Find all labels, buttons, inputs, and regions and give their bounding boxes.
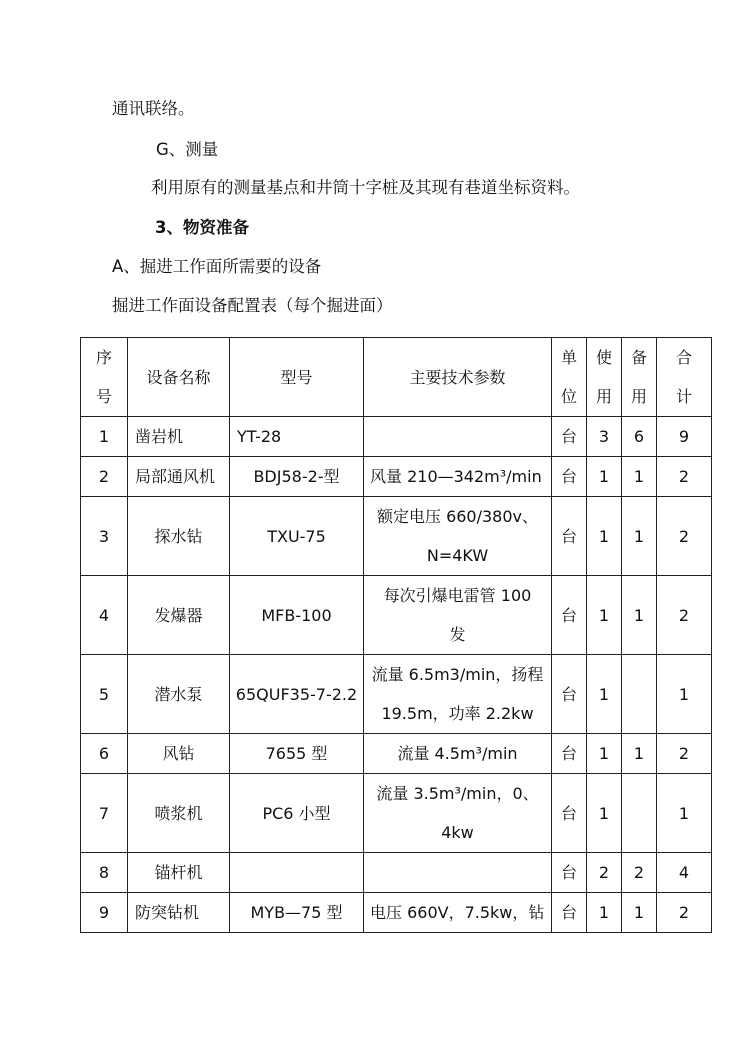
cell-total: 2 bbox=[657, 457, 712, 497]
cell-spare: 1 bbox=[622, 893, 657, 933]
cell-params: 电压 660V，7.5kw，钻 bbox=[364, 893, 552, 933]
paragraph-text: 利用原有的测量基点和井筒十字桩及其现有巷道坐标资料。 bbox=[151, 178, 580, 197]
header-model: 型号 bbox=[230, 338, 364, 417]
cell-params bbox=[364, 417, 552, 457]
header-name: 设备名称 bbox=[128, 338, 230, 417]
cell-params bbox=[364, 853, 552, 893]
cell-spare: 1 bbox=[622, 457, 657, 497]
cell-model: 65QUF35-7-2.2 bbox=[230, 655, 364, 734]
cell-unit: 台 bbox=[552, 655, 587, 734]
cell-params: 流量 4.5m³/min bbox=[364, 734, 552, 774]
cell-total: 2 bbox=[657, 576, 712, 655]
cell-seq: 2 bbox=[81, 457, 128, 497]
cell-params: 风量 210—342m³/min bbox=[364, 457, 552, 497]
cell-use: 1 bbox=[587, 457, 622, 497]
cell-total: 9 bbox=[657, 417, 712, 457]
cell-total: 1 bbox=[657, 655, 712, 734]
cell-name: 锚杆机 bbox=[128, 853, 230, 893]
cell-total: 2 bbox=[657, 497, 712, 576]
cell-params: 流量 3.5m³/min，0、 4kw bbox=[364, 774, 552, 853]
cell-unit: 台 bbox=[552, 417, 587, 457]
cell-model: BDJ58-2-型 bbox=[230, 457, 364, 497]
cell-spare: 1 bbox=[622, 734, 657, 774]
cell-model: PC6 小型 bbox=[230, 774, 364, 853]
cell-total: 1 bbox=[657, 774, 712, 853]
section-heading-3: 3、物资准备 bbox=[155, 218, 249, 237]
cell-model bbox=[230, 853, 364, 893]
cell-params: 每次引爆电雷管 100 发 bbox=[364, 576, 552, 655]
cell-spare bbox=[622, 774, 657, 853]
table-row bbox=[81, 576, 712, 655]
cell-use: 1 bbox=[587, 774, 622, 853]
cell-use: 1 bbox=[587, 655, 622, 734]
cell-model: MYB—75 型 bbox=[230, 893, 364, 933]
cell-unit: 台 bbox=[552, 853, 587, 893]
table-row bbox=[81, 655, 712, 734]
cell-name: 凿岩机 bbox=[128, 417, 230, 457]
cell-name: 风钻 bbox=[128, 734, 230, 774]
table-row bbox=[81, 457, 712, 497]
cell-use: 1 bbox=[587, 576, 622, 655]
cell-name: 喷浆机 bbox=[128, 774, 230, 853]
cell-unit: 台 bbox=[552, 576, 587, 655]
table-header-row bbox=[81, 338, 712, 417]
cell-name: 潜水泵 bbox=[128, 655, 230, 734]
table-caption: 掘进工作面设备配置表（每个掘进面） bbox=[112, 296, 393, 315]
header-spare: 备 用 bbox=[622, 338, 657, 417]
header-use: 使 用 bbox=[587, 338, 622, 417]
cell-model: MFB-100 bbox=[230, 576, 364, 655]
cell-unit: 台 bbox=[552, 734, 587, 774]
cell-name: 探水钻 bbox=[128, 497, 230, 576]
cell-spare: 1 bbox=[622, 576, 657, 655]
cell-name: 局部通风机 bbox=[128, 457, 230, 497]
header-params: 主要技术参数 bbox=[364, 338, 552, 417]
cell-spare bbox=[622, 655, 657, 734]
cell-spare: 1 bbox=[622, 497, 657, 576]
cell-seq: 4 bbox=[81, 576, 128, 655]
table-row bbox=[81, 497, 712, 576]
cell-total: 4 bbox=[657, 853, 712, 893]
cell-spare: 6 bbox=[622, 417, 657, 457]
cell-seq: 7 bbox=[81, 774, 128, 853]
cell-use: 1 bbox=[587, 497, 622, 576]
cell-params: 流量 6.5m3/min，扬程 19.5m，功率 2.2kw bbox=[364, 655, 552, 734]
table-row bbox=[81, 893, 712, 933]
cell-use: 1 bbox=[587, 893, 622, 933]
cell-spare: 2 bbox=[622, 853, 657, 893]
cell-unit: 台 bbox=[552, 893, 587, 933]
table-row bbox=[81, 774, 712, 853]
table-row bbox=[81, 417, 712, 457]
header-seq: 序 号 bbox=[81, 338, 128, 417]
cell-seq: 3 bbox=[81, 497, 128, 576]
section-heading-g: G、测量 bbox=[156, 140, 219, 159]
cell-name: 发爆器 bbox=[128, 576, 230, 655]
cell-seq: 8 bbox=[81, 853, 128, 893]
cell-use: 1 bbox=[587, 734, 622, 774]
table-row bbox=[81, 853, 712, 893]
cell-unit: 台 bbox=[552, 457, 587, 497]
cell-model: TXU-75 bbox=[230, 497, 364, 576]
table-row bbox=[81, 734, 712, 774]
cell-total: 2 bbox=[657, 734, 712, 774]
cell-seq: 5 bbox=[81, 655, 128, 734]
subsection-heading-a: A、掘进工作面所需要的设备 bbox=[112, 257, 322, 276]
equipment-table bbox=[80, 337, 712, 933]
cell-seq: 9 bbox=[81, 893, 128, 933]
paragraph-text: 通讯联络。 bbox=[112, 99, 195, 118]
cell-total: 2 bbox=[657, 893, 712, 933]
cell-model: 7655 型 bbox=[230, 734, 364, 774]
cell-seq: 6 bbox=[81, 734, 128, 774]
cell-unit: 台 bbox=[552, 774, 587, 853]
cell-name: 防突钻机 bbox=[128, 893, 230, 933]
cell-model: YT-28 bbox=[230, 417, 364, 457]
cell-unit: 台 bbox=[552, 497, 587, 576]
header-total: 合 计 bbox=[657, 338, 712, 417]
cell-use: 3 bbox=[587, 417, 622, 457]
cell-seq: 1 bbox=[81, 417, 128, 457]
cell-params: 额定电压 660/380v、 N=4KW bbox=[364, 497, 552, 576]
cell-use: 2 bbox=[587, 853, 622, 893]
header-unit: 单 位 bbox=[552, 338, 587, 417]
